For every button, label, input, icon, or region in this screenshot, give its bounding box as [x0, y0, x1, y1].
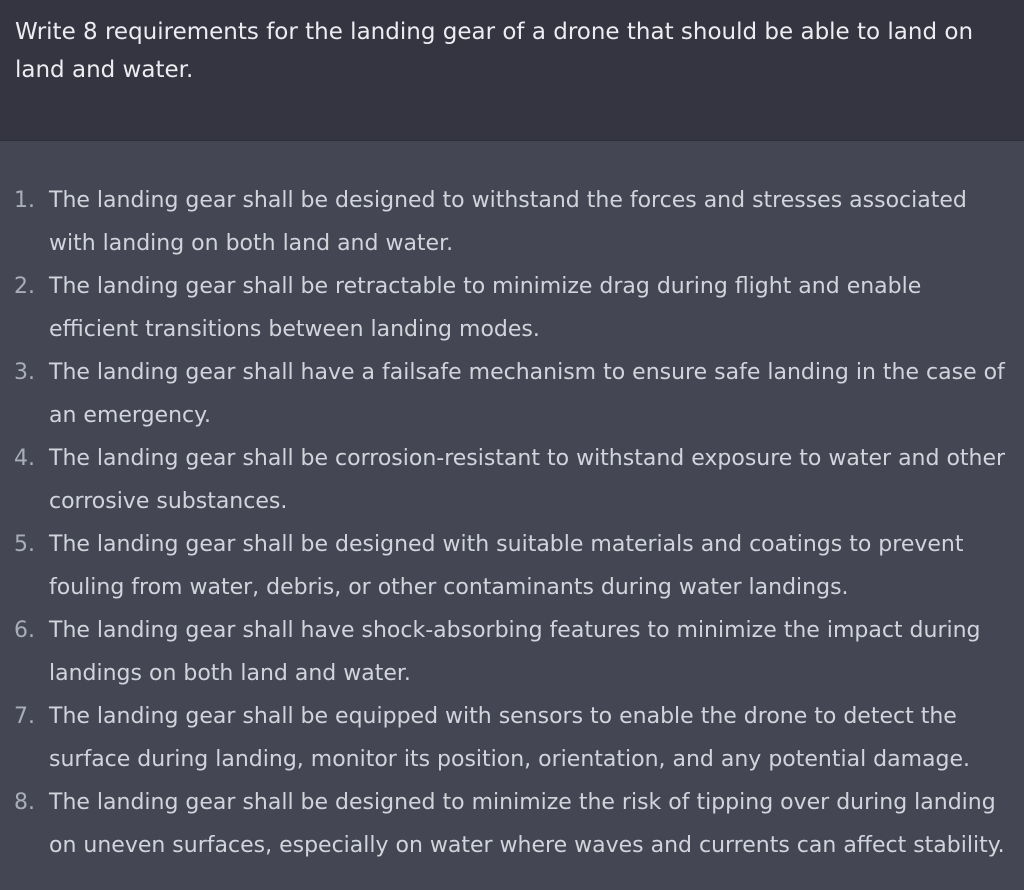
requirement-text: The landing gear shall have a failsafe mechanism to ensure safe landing in the case of an emergency. — [49, 360, 1005, 428]
requirement-number: 4. — [14, 446, 35, 471]
requirement-number: 7. — [14, 704, 35, 729]
requirement-number: 2. — [14, 274, 35, 299]
requirement-item — [0, 523, 1024, 609]
requirement-text: The landing gear shall be designed with suitable materials and coatings to prevent fouling from water, debris, or other contaminants during water landings. — [49, 532, 964, 600]
assistant-message — [0, 141, 1024, 890]
requirement-item — [0, 179, 1024, 265]
requirement-item — [0, 781, 1024, 867]
requirement-number: 3. — [14, 360, 35, 385]
requirement-text: The landing gear shall have shock-absorbing features to minimize the impact during landings on both land and water. — [49, 618, 981, 686]
requirement-item — [0, 351, 1024, 437]
requirement-item — [0, 265, 1024, 351]
requirement-text: The landing gear shall be corrosion-resistant to withstand exposure to water and other corrosive substances. — [49, 446, 1006, 514]
user-message-text: Write 8 requirements for the landing gear of a drone that should be able to land on land and water. — [15, 19, 974, 83]
user-message — [0, 0, 1024, 141]
requirement-text: The landing gear shall be equipped with sensors to enable the drone to detect the surface during landing, monitor its position, orientation, and any potential damage. — [49, 704, 971, 772]
requirement-number: 8. — [14, 790, 35, 815]
requirement-text: The landing gear shall be designed to withstand the forces and stresses associated with landing on both land and water. — [49, 188, 967, 256]
requirement-number: 1. — [14, 188, 35, 213]
requirement-text: The landing gear shall be designed to minimize the risk of tipping over during landing on uneven surfaces, especially on water where waves and currents can affect stability. — [49, 790, 1005, 858]
requirement-number: 6. — [14, 618, 35, 643]
requirement-item — [0, 695, 1024, 781]
requirements-list — [0, 179, 1024, 867]
requirement-number: 5. — [14, 532, 35, 557]
requirement-text: The landing gear shall be retractable to minimize drag during flight and enable efficient transitions between landing modes. — [49, 274, 922, 342]
requirement-item — [0, 609, 1024, 695]
requirement-item — [0, 437, 1024, 523]
